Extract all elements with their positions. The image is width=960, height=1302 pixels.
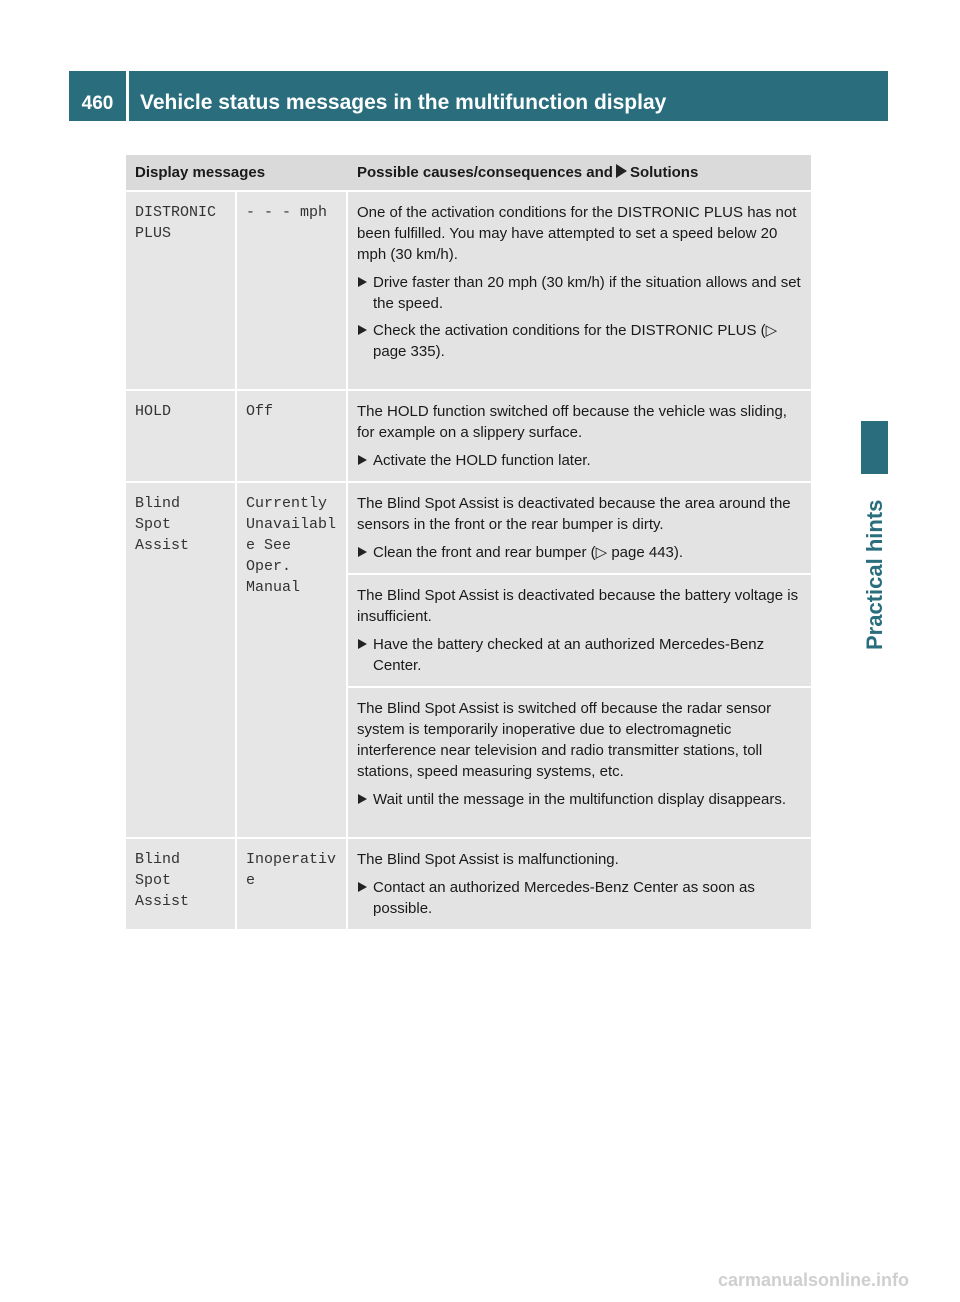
arrow-right-icon (616, 164, 627, 178)
status-messages-table (126, 155, 811, 931)
step-arrow-icon (358, 639, 367, 649)
solution-step (357, 272, 805, 314)
step-arrow-icon (358, 547, 367, 557)
solution-step (357, 789, 805, 810)
message-name: Blind Spot Assist (126, 839, 237, 931)
table-row (126, 192, 811, 391)
step-arrow-icon (358, 277, 367, 287)
step-text: Check the activation conditions for the DISTRONIC PLUS (▷ page 335). (373, 322, 778, 360)
cause-text: The Blind Spot Assist is deactivated because the area around the sensors in the front or the rear bumper is dirty. (357, 495, 791, 533)
description-cell (348, 483, 811, 575)
table-row (126, 839, 811, 931)
step-text: Wait until the message in the multifunction display disappears. (373, 791, 787, 808)
step-text: Contact an authorized Mercedes-Benz Center as soon as possible. (373, 879, 755, 917)
message-value: Off (237, 391, 348, 483)
description-cell (348, 575, 811, 688)
cause-text: The Blind Spot Assist is switched off because the radar sensor system is temporarily inoperative due to electromagnetic interference near television and radio transmitter stations, toll stations, speed measuring systems, etc. (357, 700, 772, 780)
cause-text: The Blind Spot Assist is malfunctioning. (357, 851, 619, 868)
solution-step (357, 542, 805, 563)
header-display-messages: Display messages (126, 155, 348, 192)
step-text: Clean the front and rear bumper (▷ page 443). (373, 544, 684, 561)
step-arrow-icon (358, 455, 367, 465)
message-value: - - - mph (237, 192, 348, 391)
step-arrow-icon (358, 325, 367, 335)
side-tab-marker (861, 421, 888, 474)
solution-step (357, 320, 805, 362)
message-name: DISTRONIC PLUS (126, 192, 237, 391)
table-row (126, 391, 811, 483)
step-text: Have the battery checked at an authorized Mercedes-Benz Center. (373, 636, 765, 674)
watermark: carmanualsonline.info (718, 1270, 910, 1290)
cause-text: The Blind Spot Assist is deactivated because the battery voltage is insufficient. (357, 587, 799, 625)
header-solutions-text: Solutions (629, 164, 699, 181)
header-causes-solutions (348, 155, 811, 192)
description-cell (348, 688, 811, 839)
solution-step (357, 877, 805, 919)
message-name: HOLD (126, 391, 237, 483)
page-header-title: Vehicle status messages in the multifunction display (129, 71, 888, 121)
step-text: Drive faster than 20 mph (30 km/h) if the situation allows and set the speed. (373, 274, 801, 312)
table-row (126, 483, 811, 575)
message-value: Currently Unavailabl e See Oper. Manual (237, 483, 348, 839)
step-text: Activate the HOLD function later. (373, 452, 591, 469)
message-value: Inoperativ e (237, 839, 348, 931)
solution-step (357, 634, 805, 676)
step-arrow-icon (358, 794, 367, 804)
header-causes-text: Possible causes/consequences and (357, 164, 613, 181)
description-cell (348, 391, 811, 483)
table-header-row (126, 155, 811, 192)
step-arrow-icon (358, 882, 367, 892)
side-tab-label: Practical hints (862, 499, 887, 650)
solution-step (357, 450, 805, 471)
cause-text: The HOLD function switched off because the vehicle was sliding, for example on a slippery surface. (357, 403, 787, 441)
page-number: 460 (69, 71, 126, 121)
description-cell (348, 192, 811, 391)
description-cell (348, 839, 811, 931)
message-name: Blind Spot Assist (126, 483, 237, 839)
cause-text: One of the activation conditions for the DISTRONIC PLUS has not been fulfilled. You may have attempted to set a speed below 20 mph (30 km/h). (357, 204, 797, 263)
